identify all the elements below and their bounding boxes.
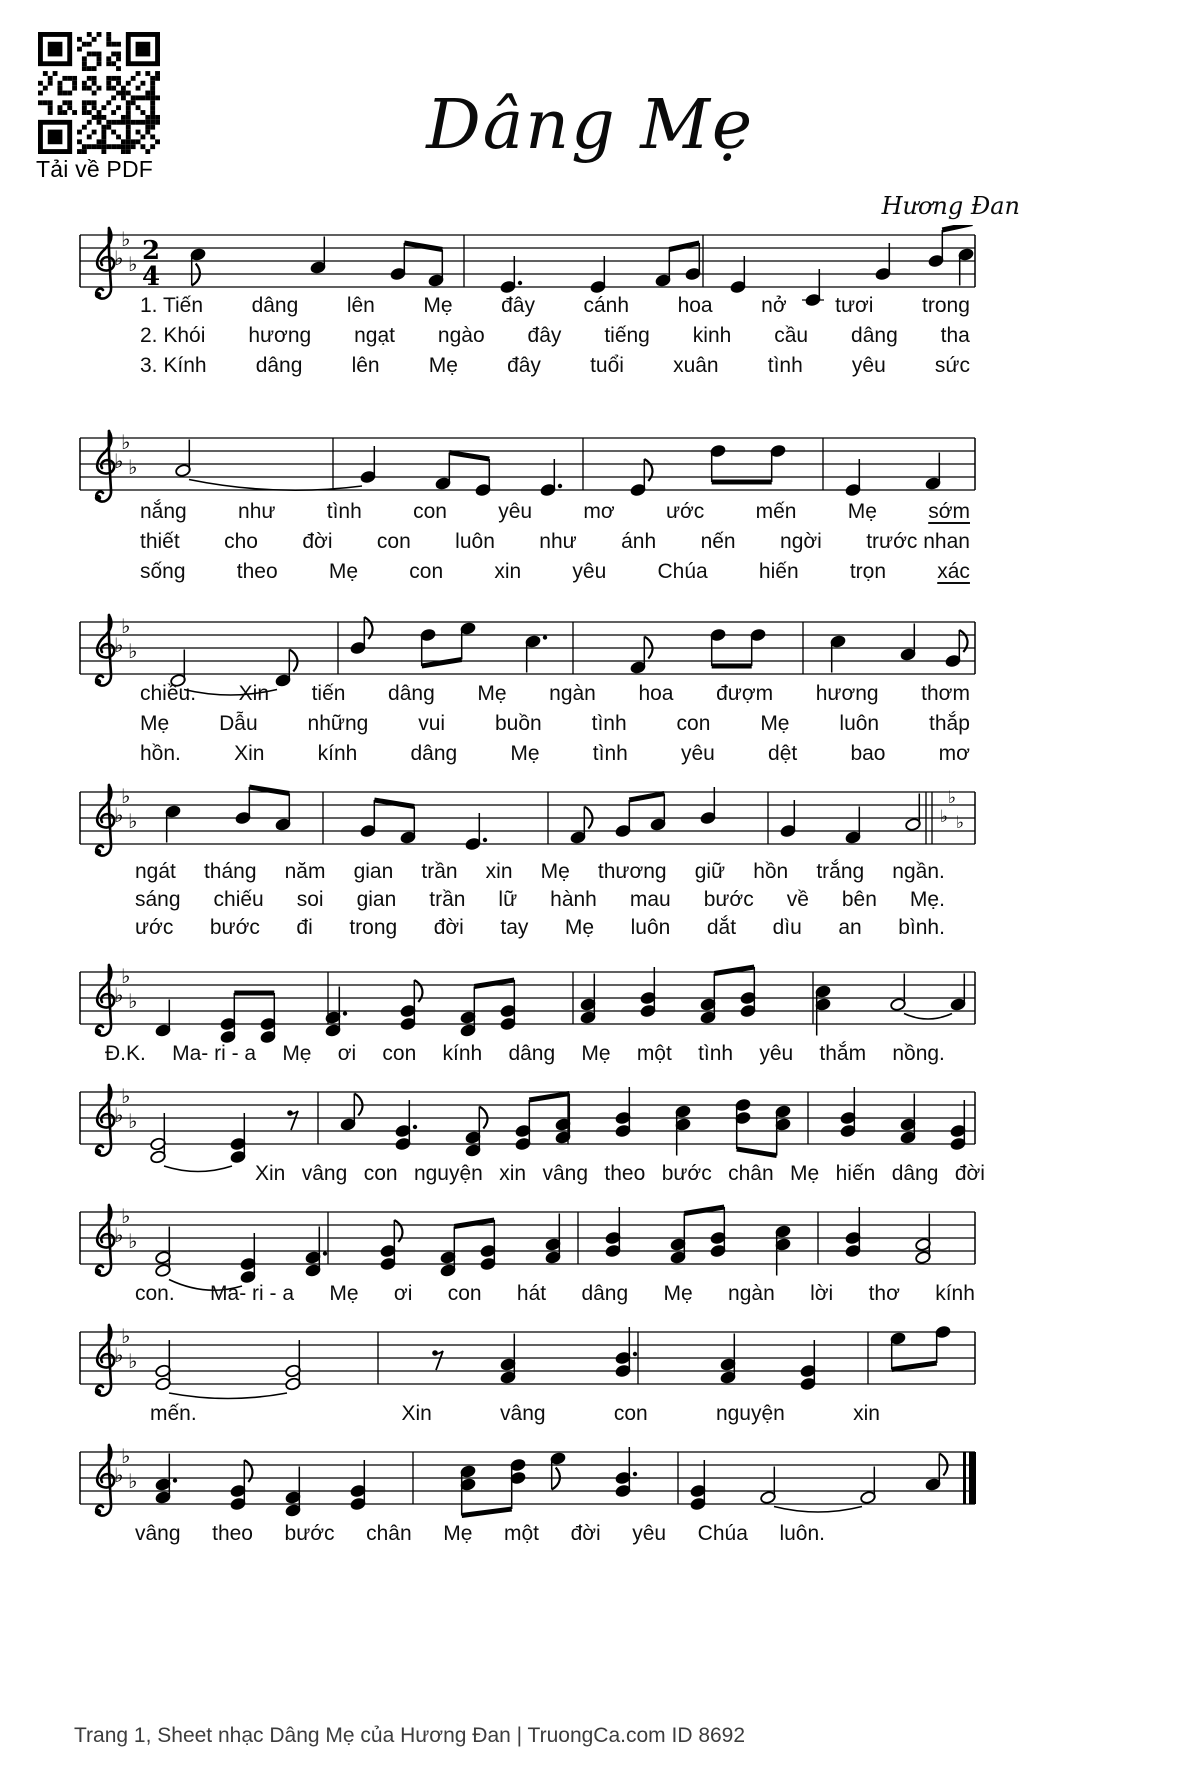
- lyric-syllable: yêu: [681, 742, 715, 765]
- lyric-syllable: nguyện: [413, 1162, 483, 1185]
- lyric-syllable: như: [539, 530, 577, 553]
- lyric-syllable: Mẹ.: [909, 888, 945, 911]
- lyric-syllable: hành: [550, 888, 597, 911]
- lyric-syllable: trần: [429, 888, 466, 911]
- lyric-syllable: chiếu: [213, 888, 264, 911]
- lyric-syllable: Mẹ: [423, 294, 453, 317]
- lyric-syllable: thơ: [868, 1282, 900, 1305]
- lyric-syllable: sống: [140, 560, 186, 583]
- lyric-syllable: tiếng: [604, 324, 650, 347]
- lyric-syllable: ngời: [780, 530, 822, 553]
- lyric-syllable: một: [636, 1042, 672, 1065]
- lyric-syllable: Ma- ri - a: [210, 1282, 295, 1305]
- lyric-syllable: ngào: [437, 324, 485, 347]
- lyric-syllable: Mẹ: [328, 560, 359, 583]
- lyric-syllable: hiến: [835, 1162, 876, 1185]
- lyric-syllable: con: [676, 712, 711, 735]
- lyrics-row: [135, 888, 945, 912]
- lyric-syllable: chân: [366, 1522, 412, 1545]
- lyric-syllable: đời: [570, 1522, 601, 1545]
- svg-text:♭: ♭: [114, 633, 124, 657]
- svg-text:♭: ♭: [114, 1463, 124, 1487]
- lyric-syllable: đời: [433, 916, 464, 939]
- lyric-syllable: 3. Kính: [140, 354, 207, 377]
- lyric-syllable: dâng: [255, 354, 303, 377]
- svg-text:♭: ♭: [128, 252, 138, 276]
- svg-text:♭: ♭: [121, 1084, 131, 1108]
- lyric-syllable: con: [376, 530, 411, 553]
- lyric-syllable: tay: [500, 916, 529, 939]
- svg-text:♭: ♭: [128, 1109, 138, 1133]
- lyric-syllable: ơi: [337, 1042, 357, 1065]
- lyric-syllable: tươi: [835, 294, 874, 317]
- lyric-syllable: Ma- ri - a: [172, 1042, 257, 1065]
- lyric-syllable: luôn: [630, 916, 671, 939]
- svg-text:2: 2: [142, 236, 161, 266]
- lyric-syllable: hoa: [638, 682, 674, 705]
- lyric-syllable: bình.: [898, 916, 945, 939]
- lyric-syllable: chân: [728, 1162, 774, 1185]
- lyrics-row: [140, 294, 970, 318]
- lyric-syllable: Mẹ: [329, 1282, 359, 1305]
- svg-text:♭: ♭: [121, 964, 131, 988]
- page-footer: Trang 1, Sheet nhạc Dâng Mẹ của Hương Đan | TruongCa.com ID 8692: [74, 1724, 746, 1747]
- lyric-syllable: cho: [224, 530, 258, 553]
- lyric-syllable: mến.: [150, 1402, 197, 1425]
- lyric-syllable: hoa: [677, 294, 713, 317]
- qr-code[interactable]: [38, 32, 160, 154]
- svg-text:♭: ♭: [114, 246, 124, 270]
- lyric-syllable: bước: [209, 916, 260, 939]
- lyric-syllable: dâng: [581, 1282, 629, 1305]
- lyric-syllable: cánh: [583, 294, 630, 317]
- lyric-syllable: con: [447, 1282, 482, 1305]
- svg-text:♭: ♭: [121, 227, 131, 251]
- lyric-syllable: nở: [761, 294, 787, 317]
- lyric-syllable: đời: [302, 530, 333, 553]
- svg-text:♭: ♭: [128, 809, 138, 833]
- lyric-syllable: tình: [592, 742, 628, 765]
- lyric-syllable: nắng: [140, 500, 187, 523]
- lyrics-row: [105, 1042, 945, 1066]
- lyrics-row: [140, 500, 970, 524]
- lyric-syllable: như: [238, 500, 276, 523]
- svg-text:♭: ♭: [128, 989, 138, 1013]
- svg-text:♭: ♭: [114, 1223, 124, 1247]
- lyric-syllable: một: [503, 1522, 539, 1545]
- lyric-syllable: thơm: [921, 682, 970, 705]
- lyric-syllable: Chúa: [697, 1522, 748, 1545]
- lyrics-row: [140, 530, 970, 554]
- svg-text:♭: ♭: [128, 1469, 138, 1493]
- lyric-syllable: con: [409, 560, 444, 583]
- lyric-syllable: kính: [442, 1042, 483, 1065]
- svg-text:♭: ♭: [121, 1324, 131, 1348]
- lyrics-row: [135, 916, 945, 940]
- lyric-syllable: trọn: [849, 560, 887, 583]
- lyric-syllable: ngần.: [892, 860, 945, 883]
- lyric-syllable: Mẹ: [790, 1162, 820, 1185]
- lyric-syllable: trong: [349, 916, 398, 939]
- svg-text:♭: ♭: [121, 430, 131, 454]
- lyric-syllable: theo: [212, 1522, 253, 1545]
- lyric-syllable: Chúa: [657, 560, 708, 583]
- lyric-syllable: Mẹ: [847, 500, 877, 523]
- lyric-syllable: dắt: [706, 916, 737, 939]
- lyric-syllable: mến: [755, 500, 797, 523]
- lyric-syllable: bước: [703, 888, 754, 911]
- staff-notation-9: [78, 1442, 998, 1534]
- lyric-syllable: yêu: [498, 500, 533, 523]
- lyric-syllable: mau: [629, 888, 671, 911]
- lyric-syllable: 1. Tiến: [140, 294, 204, 317]
- svg-text:♭: ♭: [948, 788, 957, 808]
- lyric-syllable: hương: [815, 682, 879, 705]
- lyric-syllable: ngạt: [354, 324, 395, 347]
- lyric-syllable: con.: [135, 1282, 175, 1305]
- lyric-syllable: gian: [356, 888, 397, 911]
- lyric-syllable: hiến: [758, 560, 799, 583]
- lyric-syllable: chiều.: [140, 682, 197, 705]
- lyric-syllable: ngát: [135, 860, 176, 883]
- lyric-syllable: đây: [501, 294, 535, 317]
- lyrics-row: [135, 1282, 975, 1306]
- lyric-syllable: nến: [700, 530, 736, 553]
- lyric-syllable: soi: [296, 888, 324, 911]
- lyric-syllable: Xin: [401, 1402, 432, 1425]
- lyric-syllable: Xin: [255, 1162, 286, 1185]
- lyric-syllable: xác: [937, 560, 970, 583]
- lyric-syllable: tiến: [311, 682, 346, 705]
- lyric-syllable: bên: [841, 888, 877, 911]
- lyric-syllable: dệt: [768, 742, 798, 765]
- lyric-syllable: thắp: [929, 712, 970, 735]
- download-pdf-link[interactable]: Tải về PDF: [36, 156, 154, 182]
- lyrics-row: [140, 560, 970, 584]
- svg-text:♭: ♭: [121, 1444, 131, 1468]
- lyric-syllable: an: [838, 916, 862, 939]
- lyric-syllable: tình: [767, 354, 803, 377]
- lyric-syllable: vâng: [135, 1522, 181, 1545]
- lyric-syllable: dâng: [891, 1162, 939, 1185]
- lyric-syllable: dâng: [251, 294, 299, 317]
- lyric-syllable: Mẹ: [282, 1042, 312, 1065]
- staff-notation-6: [78, 1082, 998, 1174]
- lyric-syllable: Mẹ: [581, 1042, 611, 1065]
- lyric-syllable: Mẹ: [760, 712, 790, 735]
- lyric-syllable: về: [786, 888, 809, 911]
- lyrics-row: [140, 354, 970, 378]
- lyric-syllable: bao: [850, 742, 886, 765]
- lyric-syllable: gian: [353, 860, 394, 883]
- svg-text:♭: ♭: [121, 1204, 131, 1228]
- lyric-syllable: buồn: [494, 712, 542, 735]
- svg-text:♭: ♭: [128, 455, 138, 479]
- svg-text:♭: ♭: [956, 813, 965, 833]
- lyric-syllable: con: [363, 1162, 398, 1185]
- lyric-syllable: yêu: [851, 354, 886, 377]
- lyric-syllable: tha: [940, 324, 970, 347]
- lyric-syllable: hồn: [753, 860, 789, 883]
- lyric-syllable: thắm: [819, 1042, 867, 1065]
- lyric-syllable: ước: [135, 916, 174, 939]
- lyric-syllable: vâng: [500, 1402, 546, 1425]
- lyric-syllable: lời: [810, 1282, 834, 1305]
- lyric-syllable: Dẫu: [219, 712, 258, 735]
- lyric-syllable: thương: [597, 860, 667, 883]
- lyric-syllable: theo: [236, 560, 278, 583]
- lyric-syllable: lên: [346, 294, 375, 317]
- lyric-syllable: mơ: [938, 742, 970, 765]
- lyric-syllable: xin: [485, 860, 513, 883]
- lyric-syllable: trước nhan: [866, 530, 970, 553]
- lyric-syllable: đi: [296, 916, 313, 939]
- lyric-syllable: dâng: [508, 1042, 556, 1065]
- lyric-syllable: xin: [853, 1402, 880, 1425]
- staff-notation-8: [78, 1322, 998, 1414]
- lyric-syllable: năm: [284, 860, 326, 883]
- lyric-syllable: đượm: [716, 682, 774, 705]
- lyric-syllable: con: [413, 500, 447, 523]
- lyric-syllable: thiết: [140, 530, 180, 553]
- lyric-syllable: ánh: [621, 530, 657, 553]
- lyric-syllable: kính: [935, 1282, 975, 1305]
- lyric-syllable: tình: [591, 712, 627, 735]
- lyric-syllable: đây: [507, 354, 541, 377]
- lyric-syllable: Đ.K.: [105, 1042, 146, 1065]
- lyric-syllable: ngàn: [728, 1282, 775, 1305]
- lyric-syllable: tình: [326, 500, 362, 523]
- lyric-syllable: hương: [248, 324, 312, 347]
- lyric-syllable: yêu: [572, 560, 607, 583]
- lyric-syllable: luôn.: [779, 1522, 825, 1545]
- lyrics-row: [140, 324, 970, 348]
- lyric-syllable: đây: [527, 324, 562, 347]
- lyric-syllable: ước: [665, 500, 705, 523]
- lyrics-row: [255, 1162, 985, 1186]
- lyric-syllable: hát: [516, 1282, 547, 1305]
- lyric-syllable: vâng: [542, 1162, 589, 1185]
- svg-text:♭: ♭: [121, 784, 131, 808]
- svg-text:♭: ♭: [114, 983, 124, 1007]
- lyrics-row: [140, 682, 970, 706]
- lyrics-row: [150, 1402, 880, 1426]
- lyric-syllable: sáng: [135, 888, 181, 911]
- lyric-syllable: cầu: [774, 324, 809, 347]
- lyrics-row: [140, 712, 970, 736]
- svg-text:♭: ♭: [128, 1349, 138, 1373]
- lyric-syllable: vui: [418, 712, 446, 735]
- lyric-syllable: Mẹ: [428, 354, 458, 377]
- lyric-syllable: ngàn: [549, 682, 596, 705]
- svg-text:♭: ♭: [114, 1103, 124, 1127]
- lyric-syllable: tháng: [203, 860, 257, 883]
- lyric-syllable: đời: [954, 1162, 985, 1185]
- lyric-syllable: giữ: [694, 860, 726, 883]
- lyric-syllable: xuân: [673, 354, 719, 377]
- lyric-syllable: trong: [922, 294, 970, 317]
- lyric-syllable: xin: [499, 1162, 527, 1185]
- lyric-syllable: dâng: [410, 742, 458, 765]
- lyric-syllable: luôn: [455, 530, 495, 553]
- staff-notation-7: [78, 1202, 998, 1294]
- lyric-syllable: sức: [934, 354, 970, 377]
- svg-text:♭: ♭: [114, 803, 124, 827]
- staff-notation-5: [78, 962, 998, 1054]
- svg-text:4: 4: [142, 262, 161, 292]
- lyric-syllable: luôn: [839, 712, 880, 735]
- lyric-syllable: kính: [317, 742, 358, 765]
- svg-text:♭: ♭: [114, 1343, 124, 1367]
- lyric-syllable: sớm: [928, 500, 970, 523]
- lyric-syllable: con: [613, 1402, 648, 1425]
- lyric-syllable: Mẹ: [510, 742, 540, 765]
- svg-text:♭: ♭: [128, 639, 138, 663]
- lyric-syllable: Mẹ: [540, 860, 570, 883]
- svg-text:♭: ♭: [940, 807, 949, 827]
- lyric-syllable: dâng: [851, 324, 898, 347]
- lyric-syllable: tuổi: [590, 354, 624, 377]
- lyric-syllable: kinh: [692, 324, 732, 347]
- lyric-syllable: nồng.: [892, 1042, 945, 1065]
- lyric-syllable: hồn.: [140, 742, 181, 765]
- lyric-syllable: Mẹ: [663, 1282, 693, 1305]
- lyric-syllable: mơ: [583, 500, 615, 523]
- lyric-syllable: những: [307, 712, 369, 735]
- lyric-syllable: tình: [698, 1042, 734, 1065]
- lyric-syllable: bước: [661, 1162, 712, 1185]
- svg-text:♭: ♭: [114, 449, 124, 473]
- lyric-syllable: dìu: [772, 916, 802, 939]
- lyric-syllable: trắng: [816, 860, 865, 883]
- composer-name: Hương Đan: [881, 192, 1020, 220]
- qr-code-image: [38, 32, 160, 154]
- lyric-syllable: Mẹ: [564, 916, 595, 939]
- lyric-syllable: ơi: [393, 1282, 413, 1305]
- lyric-syllable: Xin: [238, 682, 269, 705]
- lyric-syllable: dâng: [388, 682, 435, 705]
- lyric-syllable: vâng: [301, 1162, 348, 1185]
- lyrics-row: [135, 1522, 825, 1546]
- lyric-syllable: lên: [351, 354, 380, 377]
- lyric-syllable: nguyện: [715, 1402, 785, 1425]
- lyric-syllable: lữ: [498, 888, 518, 911]
- svg-text:♭: ♭: [121, 614, 131, 638]
- lyric-syllable: yêu: [759, 1042, 794, 1065]
- lyrics-row: [135, 860, 945, 884]
- lyric-syllable: con: [382, 1042, 417, 1065]
- lyric-syllable: Mẹ: [140, 712, 170, 735]
- lyric-syllable: yêu: [632, 1522, 667, 1545]
- lyric-syllable: xin: [494, 560, 522, 583]
- song-title: Dâng Mẹ: [426, 86, 755, 165]
- svg-text:♭: ♭: [128, 1229, 138, 1253]
- lyric-syllable: Mẹ: [443, 1522, 473, 1545]
- lyrics-row: [140, 742, 970, 766]
- lyric-syllable: Xin: [234, 742, 265, 765]
- lyric-syllable: theo: [604, 1162, 646, 1185]
- lyric-syllable: Mẹ: [477, 682, 507, 705]
- lyric-syllable: trần: [421, 860, 458, 883]
- lyric-syllable: 2. Khói: [140, 324, 206, 347]
- lyric-syllable: bước: [284, 1522, 335, 1545]
